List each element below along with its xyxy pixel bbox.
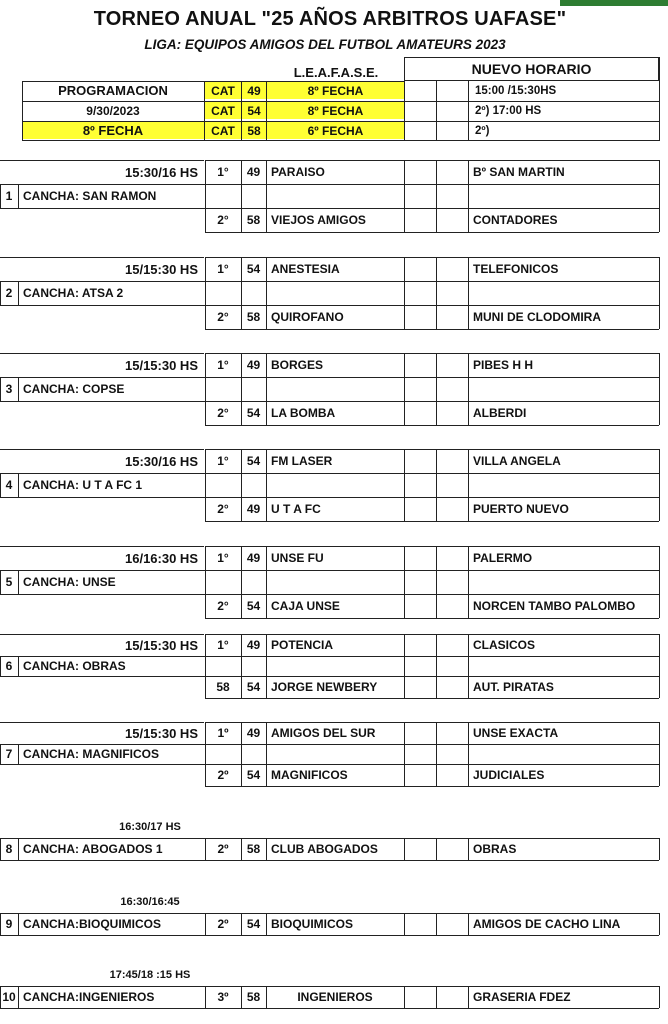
category-number: 54 (246, 454, 261, 468)
category-number: 49 (246, 726, 261, 740)
grid-line (436, 257, 437, 329)
grid-line (0, 257, 204, 258)
grid-line (0, 656, 659, 657)
category-number: 54 (246, 768, 261, 782)
grid-line (18, 913, 19, 935)
grid-line (0, 449, 204, 450)
grid-line (205, 618, 659, 619)
grid-line (205, 232, 659, 233)
field-name: CANCHA: OBRAS (23, 659, 126, 673)
category-number: 58 (246, 213, 261, 227)
league-subtitle: LIGA: EQUIPOS AMIGOS DEL FUTBOL AMATEURS 2023 (144, 37, 506, 52)
home-team: UNSE FU (271, 551, 324, 565)
away-team: PALERMO (473, 551, 533, 565)
grid-line (0, 594, 659, 595)
grid-line (205, 160, 659, 161)
away-team: VILLA ANGELA (473, 454, 561, 468)
match-order: 1° (217, 454, 229, 468)
grid-line (266, 546, 267, 618)
grid-line (241, 353, 242, 425)
grid-line (18, 986, 19, 1008)
cat-label: CAT (205, 122, 241, 139)
grid-line (241, 160, 242, 232)
away-team: PIBES H H (473, 358, 534, 372)
home-team: CLUB ABOGADOS (271, 842, 378, 856)
grid-line (659, 449, 660, 521)
grid-line (0, 160, 204, 161)
programacion-label: PROGRAMACION (58, 83, 168, 98)
away-team: NORCEN TAMBO PALOMBO (473, 599, 636, 613)
grid-line (241, 913, 242, 935)
grid-line (404, 722, 405, 786)
grid-line (0, 473, 659, 474)
grid-line (205, 329, 659, 330)
grid-line (468, 634, 469, 698)
category-number: 54 (246, 680, 261, 694)
away-team: TELEFONICOS (473, 262, 559, 276)
cat-fecha: 8º FECHA (267, 102, 404, 119)
grid-line (0, 570, 1, 594)
grid-line (0, 1008, 659, 1009)
grid-line (404, 838, 405, 860)
grid-line (0, 377, 1, 401)
cat-fecha: 6º FECHA (267, 122, 404, 139)
grid-line (0, 838, 659, 839)
category-number: 49 (246, 551, 261, 565)
grid-line (0, 935, 659, 936)
match-order: 1° (217, 551, 229, 565)
grid-line (205, 913, 206, 935)
grid-line (205, 257, 659, 258)
away-team: GRASERIA FDEZ (473, 990, 571, 1004)
grid-line (0, 838, 1, 860)
home-team: AMIGOS DEL SUR (271, 726, 376, 740)
grid-line (659, 546, 660, 618)
grid-line (266, 838, 267, 860)
grid-line (241, 634, 242, 698)
field-number: 7 (5, 747, 13, 761)
away-team: Bº SAN MARTIN (473, 165, 565, 179)
grid-line (205, 425, 659, 426)
grid-line (266, 353, 267, 425)
match-order: 2° (217, 406, 229, 420)
home-team: INGENIEROS (297, 990, 373, 1004)
match-time: 15:30/16 HS (125, 453, 198, 469)
program-fecha: 8º FECHA (22, 122, 204, 139)
home-team: VIEJOS AMIGOS (271, 213, 366, 227)
program-date: 9/30/2023 (86, 103, 140, 118)
match-time: 16/16:30 HS (125, 550, 198, 566)
home-team: CAJA UNSE (271, 599, 340, 613)
grid-line (468, 449, 469, 521)
horario-line: 2º) 17:00 HS (475, 104, 542, 117)
grid-line (659, 353, 660, 425)
category-number: 49 (246, 165, 261, 179)
grid-line (205, 634, 659, 635)
grid-line (468, 722, 469, 786)
match-time: 15/15:30 HS (125, 637, 198, 653)
grid-line (205, 353, 659, 354)
away-team: CONTADORES (473, 213, 558, 227)
match-order: 2° (217, 599, 229, 613)
grid-line (266, 160, 267, 232)
grid-line (436, 449, 437, 521)
grid-line (0, 208, 659, 209)
field-name: CANCHA: SAN RAMON (23, 189, 157, 203)
grid-line (205, 634, 206, 698)
grid-line (18, 744, 19, 764)
away-team: CLASICOS (473, 638, 536, 652)
grid-line (0, 353, 204, 354)
category-number: 58 (246, 310, 261, 324)
home-team: BORGES (271, 358, 324, 372)
category-number: 49 (246, 358, 261, 372)
away-team: OBRAS (473, 842, 517, 856)
grid-line (241, 257, 242, 329)
match-time: 16:30/17 HS (119, 821, 181, 833)
category-number: 54 (246, 917, 261, 931)
match-time: 15/15:30 HS (125, 261, 198, 277)
grid-line (0, 860, 659, 861)
field-name: CANCHA: ATSA 2 (23, 286, 124, 300)
grid-line (205, 449, 206, 521)
grid-line (18, 570, 19, 594)
grid-line (0, 722, 204, 723)
home-team: POTENCIA (271, 638, 334, 652)
away-team: MUNI DE CLODOMIRA (473, 310, 601, 324)
category-number: 54 (246, 406, 261, 420)
grid-line (659, 160, 660, 232)
away-team: UNSE EXACTA (473, 726, 559, 740)
home-team: LA BOMBA (271, 406, 336, 420)
grid-line (205, 546, 659, 547)
field-name: CANCHA: U T A FC 1 (23, 478, 143, 492)
field-name: CANCHA: UNSE (23, 575, 116, 589)
grid-line (468, 838, 469, 860)
grid-line (0, 281, 659, 282)
grid-line (0, 281, 1, 305)
category-number: 49 (246, 502, 261, 516)
match-order: 2º (217, 917, 229, 931)
horario-line: 2º) (475, 124, 490, 137)
grid-line (266, 913, 267, 935)
grid-line (404, 160, 405, 232)
match-time: 15/15:30 HS (125, 725, 198, 741)
grid-line (436, 353, 437, 425)
grid-line (404, 257, 405, 329)
away-team: AUT. PIRATAS (473, 680, 554, 694)
grid-line (404, 634, 405, 698)
field-number: 9 (5, 917, 13, 931)
grid-line (18, 473, 19, 497)
away-team: ALBERDI (473, 406, 527, 420)
grid-line (468, 257, 469, 329)
grid-line (205, 160, 206, 232)
grid-line (0, 184, 659, 185)
grid-line (436, 838, 437, 860)
category-number: 58 (246, 842, 261, 856)
field-number: 5 (5, 575, 13, 589)
grid-line (0, 913, 1, 935)
home-team: U T A FC (271, 502, 321, 516)
match-order: 2° (217, 502, 229, 516)
grid-line (0, 377, 659, 378)
grid-line (205, 786, 659, 787)
grid-line (468, 913, 469, 935)
cat-label: CAT (205, 82, 241, 99)
grid-line (266, 449, 267, 521)
match-time: 17:45/18 :15 HS (109, 969, 191, 981)
grid-line (404, 913, 405, 935)
match-order: 2º (217, 842, 229, 856)
field-name: CANCHA:INGENIEROS (23, 990, 155, 1004)
grid-line (205, 838, 206, 860)
match-order: 1º (217, 726, 229, 740)
home-team: MAGNIFICOS (271, 768, 348, 782)
grid-line (18, 281, 19, 305)
field-number: 6 (5, 659, 13, 673)
grid-line (205, 546, 206, 618)
match-order: 2º (217, 768, 229, 782)
grid-line (0, 676, 659, 677)
field-number: 10 (2, 990, 16, 1004)
grid-line (0, 656, 1, 676)
grid-line (266, 722, 267, 786)
grid-line (0, 744, 659, 745)
grid-line (266, 257, 267, 329)
home-team: QUIROFANO (271, 310, 344, 324)
match-order: 2° (217, 213, 229, 227)
grid-line (205, 449, 659, 450)
away-team: PUERTO NUEVO (473, 502, 569, 516)
grid-line (241, 838, 242, 860)
grid-line (436, 722, 437, 786)
grid-line (404, 353, 405, 425)
grid-line (0, 764, 659, 765)
grid-line (241, 449, 242, 521)
grid-line (205, 353, 206, 425)
nuevo-horario-heading: NUEVO HORARIO (404, 57, 659, 81)
grid-line (659, 838, 660, 860)
cat-fecha: 8º FECHA (267, 82, 404, 99)
grid-line (266, 634, 267, 698)
home-team: FM LASER (271, 454, 333, 468)
grid-line (468, 986, 469, 1008)
grid-line (659, 257, 660, 329)
grid-line (241, 722, 242, 786)
grid-line (0, 986, 1, 1008)
grid-line (0, 570, 659, 571)
grid-line (404, 986, 405, 1008)
grid-line (468, 546, 469, 618)
grid-line (18, 377, 19, 401)
grid-line (0, 305, 659, 306)
match-time: 15:30/16 HS (125, 164, 198, 180)
grid-line (241, 986, 242, 1008)
grid-line (18, 838, 19, 860)
grid-line (0, 546, 204, 547)
cat-number: 54 (242, 102, 266, 119)
match-order: 58 (216, 680, 230, 694)
tournament-title: TORNEO ANUAL "25 AÑOS ARBITROS UAFASE" (93, 8, 567, 30)
home-team: ANESTESIA (271, 262, 340, 276)
category-number: 54 (246, 599, 261, 613)
category-number: 58 (246, 990, 261, 1004)
grid-line (468, 353, 469, 425)
grid-line (0, 986, 659, 987)
grid-line (18, 184, 19, 208)
field-name: CANCHA: ABOGADOS 1 (23, 842, 163, 856)
grid-line (0, 473, 1, 497)
field-name: CANCHA: MAGNIFICOS (23, 747, 159, 761)
away-team: JUDICIALES (473, 768, 545, 782)
grid-line (0, 184, 1, 208)
match-order: 1° (217, 358, 229, 372)
cat-number: 49 (242, 82, 266, 99)
window-accent-strip (560, 0, 668, 6)
grid-line (0, 913, 659, 914)
grid-line (436, 986, 437, 1008)
grid-line (0, 744, 1, 764)
match-time: 15/15:30 HS (125, 357, 198, 373)
grid-line (0, 634, 204, 635)
grid-line (659, 913, 660, 935)
grid-line (0, 401, 659, 402)
match-order: 1° (217, 262, 229, 276)
grid-line (404, 546, 405, 618)
category-number: 54 (246, 262, 261, 276)
match-order: 1° (217, 165, 229, 179)
home-team: BIOQUIMICOS (271, 917, 354, 931)
grid-line (205, 698, 659, 699)
field-name: CANCHA: COPSE (23, 382, 125, 396)
match-order: 1° (217, 638, 229, 652)
grid-line (205, 722, 659, 723)
grid-line (205, 722, 206, 786)
grid-line (436, 160, 437, 232)
field-number: 8 (5, 842, 13, 856)
grid-line (659, 986, 660, 1008)
field-number: 2 (5, 286, 13, 300)
grid-line (436, 913, 437, 935)
away-team: AMIGOS DE CACHO LINA (473, 917, 621, 931)
grid-line (436, 634, 437, 698)
home-team: JORGE NEWBERY (271, 680, 378, 694)
grid-line (436, 546, 437, 618)
match-time: 16:30/16:45 (120, 896, 180, 908)
field-number: 4 (5, 478, 13, 492)
field-number: 1 (5, 189, 13, 203)
grid-line (205, 986, 206, 1008)
grid-line (659, 722, 660, 786)
league-name: L.E.A.F.A.S.E. (293, 64, 379, 80)
grid-line (18, 656, 19, 676)
field-name: CANCHA:BIOQUIMICOS (23, 917, 161, 931)
grid-line (404, 449, 405, 521)
grid-line (0, 497, 659, 498)
match-order: 3º (217, 990, 229, 1004)
grid-line (659, 634, 660, 698)
grid-line (241, 546, 242, 618)
horario-line: 15:00 /15:30HS (475, 84, 557, 97)
grid-line (205, 521, 659, 522)
cat-number: 58 (242, 122, 266, 139)
category-number: 49 (246, 638, 261, 652)
grid-line (205, 257, 206, 329)
field-number: 3 (5, 382, 13, 396)
grid-line (266, 986, 267, 1008)
cat-label: CAT (205, 102, 241, 119)
grid-line (468, 160, 469, 232)
match-order: 2° (217, 310, 229, 324)
home-team: PARAISO (271, 165, 325, 179)
